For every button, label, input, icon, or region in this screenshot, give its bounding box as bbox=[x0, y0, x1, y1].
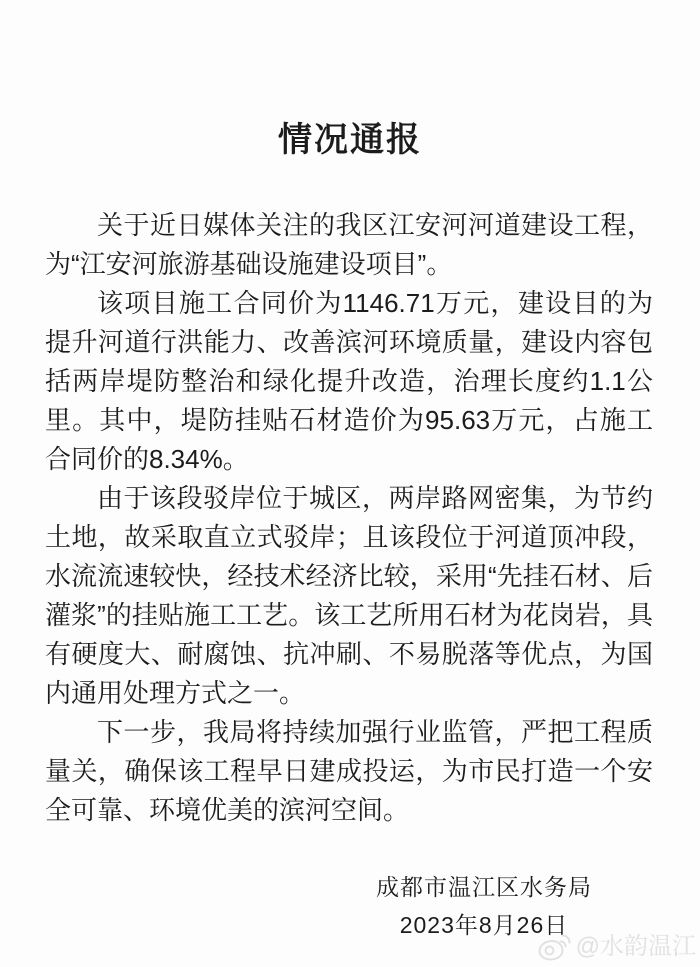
document-body bbox=[45, 206, 653, 830]
weibo-watermark bbox=[537, 932, 696, 961]
paragraph-contract-details: 该项目施工合同价为1146.71万元，建设目的为提升河道行洪能力、改善滨河环境质量，建设内容包括两岸堤防整治和绿化提升改造，治理长度约1.1公里。其中，堤防挂贴石材造价为95.63万元，占施工合同价的8.34%。 bbox=[45, 288, 653, 474]
signature-organization: 成都市温江区水务局 bbox=[376, 874, 592, 900]
paragraph-technical-explanation: 由于该段驳岸位于城区，两岸路网密集，为节约土地，故采取直立式驳岸；且该段位于河道顶冲段，水流流速较快，经技术经济比较，采用“先挂石材、后灌浆”的挂贴施工工艺。该工艺所用石材为花岗岩，具有硬度大、耐腐蚀、抗冲刷、不易脱落等优点，为国内通用处理方式之一。 bbox=[45, 483, 653, 708]
watermark-handle: @水韵温江 bbox=[575, 932, 696, 960]
paragraph-next-steps: 下一步，我局将持续加强行业监管，严把工程质量关，确保该工程早日建成投运，为市民打造一个安全可靠、环境优美的滨河空间。 bbox=[45, 717, 653, 825]
paragraph-intro: 关于近日媒体关注的我区江安河河道建设工程，为“江安河旅游基础设施建设项目”。 bbox=[45, 210, 653, 279]
weibo-icon bbox=[537, 932, 571, 961]
signature-date: 2023年8月26日 bbox=[399, 912, 569, 938]
document-title: 情况通报 bbox=[278, 121, 422, 159]
